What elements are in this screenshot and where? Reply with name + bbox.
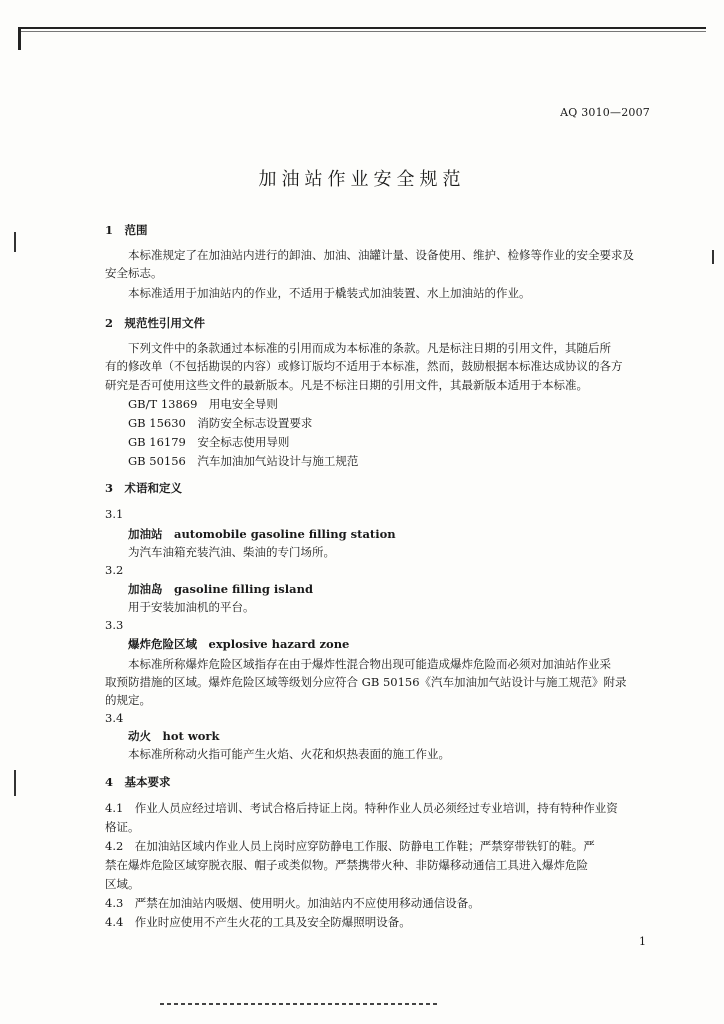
clause-4-2-line-2: 禁在爆炸危险区域穿脱衣服、帽子或类似物。严禁携带火种、非防爆移动通信工具进入爆炸危险 xyxy=(105,858,588,872)
document-title: 加油站作业安全规范 xyxy=(258,169,466,190)
term-number: 3.3 xyxy=(105,618,124,632)
section-3-heading: 3 术语和定义 xyxy=(105,481,183,495)
term-heading: 加油岛 gasoline filling island xyxy=(128,582,313,596)
term-definition-line-1: 本标准所称爆炸危险区域指存在由于爆炸性混合物出现可能造成爆炸危险而必须对加油站作业采 xyxy=(128,657,611,671)
term-heading: 动火 hot work xyxy=(128,729,220,743)
section-1-heading: 1 范围 xyxy=(105,223,148,237)
section-1-paragraph-2: 本标准适用于加油站内的作业，不适用于橇装式加油装置、水上加油站的作业。 xyxy=(128,286,531,300)
term-definition-line-2: 取预防措施的区域。爆炸危险区域等级划分应符合 GB 50156《汽车加油加气站设计与施工规范》附录 xyxy=(105,675,627,689)
reference-item: GB 50156 汽车加油加气站设计与施工规范 xyxy=(128,454,359,468)
scan-mark xyxy=(14,232,16,252)
section-2-paragraph-line-2: 有的修改单（不包括勘误的内容）或修订版均不适用于本标准，然而，鼓励根据本标准达成协议的各方 xyxy=(105,359,623,373)
reference-item: GB 16179 安全标志使用导则 xyxy=(128,435,290,449)
clause-4-3: 4.3 严禁在加油站内吸烟、使用明火。加油站内不应使用移动通信设备。 xyxy=(105,896,480,910)
section-2-heading: 2 规范性引用文件 xyxy=(105,316,206,330)
term-definition: 用于安装加油机的平台。 xyxy=(128,600,255,614)
clause-4-1-line-2: 格证。 xyxy=(105,820,140,834)
clause-4-4: 4.4 作业时应使用不产生火花的工具及安全防爆照明设备。 xyxy=(105,915,411,929)
reference-item: GB/T 13869 用电安全导则 xyxy=(128,397,278,411)
section-2-paragraph-line-1: 下列文件中的条款通过本标准的引用而成为本标准的条款。凡是标注日期的引用文件，其随后所 xyxy=(128,341,611,355)
term-definition-line-3: 的规定。 xyxy=(105,693,151,707)
term-number: 3.4 xyxy=(105,711,124,725)
term-number: 3.1 xyxy=(105,507,124,521)
reference-item: GB 15630 消防安全标志设置要求 xyxy=(128,416,313,430)
section-4-heading: 4 基本要求 xyxy=(105,775,171,789)
section-2-paragraph-line-3: 研究是否可使用这些文件的最新版本。凡是不标注日期的引用文件，其最新版本适用于本标准。 xyxy=(105,378,588,392)
corner-mark xyxy=(18,28,21,50)
header-rule-thin xyxy=(18,31,706,32)
section-1-paragraph-1-line-1: 本标准规定了在加油站内进行的卸油、加油、油罐计量、设备使用、维护、检修等作业的安全要求及 xyxy=(128,248,634,262)
term-heading: 加油站 automobile gasoline filling station xyxy=(128,527,396,541)
page-number: 1 xyxy=(639,935,646,948)
scan-mark xyxy=(14,770,16,796)
bottom-scan-strip xyxy=(160,1003,440,1005)
clause-4-2-line-3: 区域。 xyxy=(105,877,140,891)
standard-code: AQ 3010—2007 xyxy=(560,106,650,119)
term-heading: 爆炸危险区域 explosive hazard zone xyxy=(128,637,350,651)
term-definition: 为汽车油箱充装汽油、柴油的专门场所。 xyxy=(128,545,335,559)
term-definition: 本标准所称动火指可能产生火焰、火花和炽热表面的施工作业。 xyxy=(128,747,450,761)
clause-4-1-line-1: 4.1 作业人员应经过培训、考试合格后持证上岗。特种作业人员必须经过专业培训，持有特种作业资 xyxy=(105,801,618,815)
section-1-paragraph-1-line-2: 安全标志。 xyxy=(105,266,163,280)
clause-4-2-line-1: 4.2 在加油站区域内作业人员上岗时应穿防静电工作服、防静电工作鞋；严禁穿带铁钉的鞋。严 xyxy=(105,839,595,853)
term-number: 3.2 xyxy=(105,563,124,577)
header-rule xyxy=(18,27,706,29)
scan-mark xyxy=(712,250,714,264)
